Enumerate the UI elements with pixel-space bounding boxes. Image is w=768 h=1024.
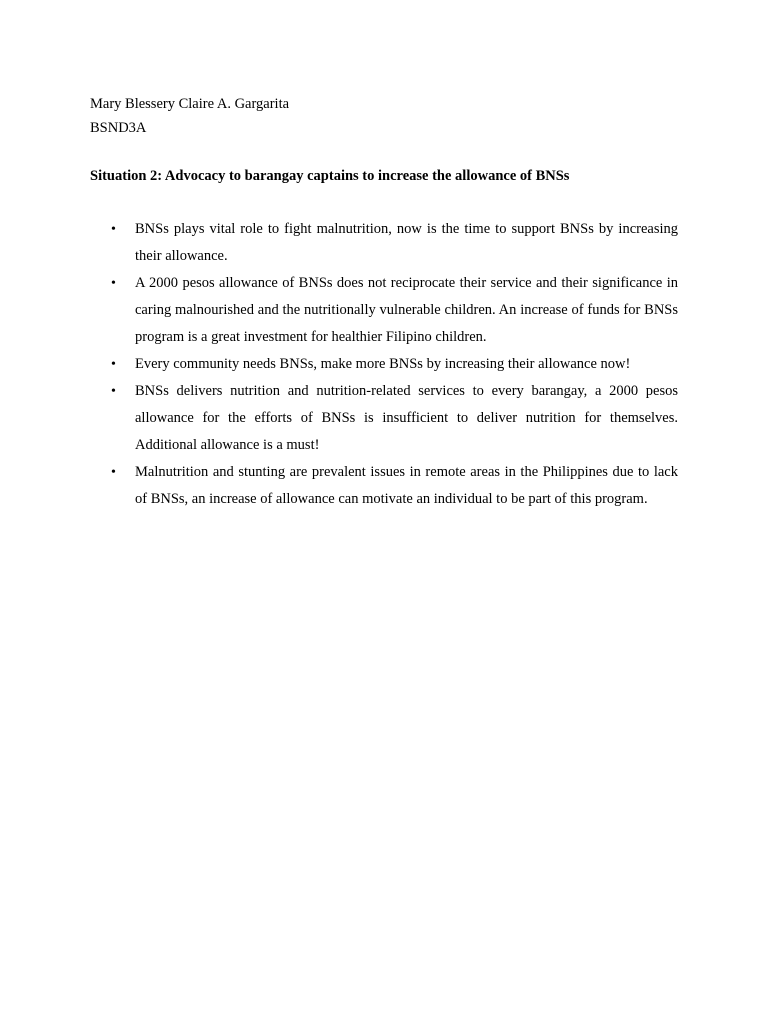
author-name: Mary Blessery Claire A. Gargarita	[90, 96, 290, 112]
bullet-dot-icon: •	[111, 465, 116, 480]
bullet-dot-icon: •	[111, 384, 116, 399]
list-item-text: Every community needs BNSs, make more BNSs by increasing their allowance now!	[135, 356, 631, 372]
author-section: BSND3A	[90, 120, 147, 136]
bullet-list	[90, 216, 678, 513]
list-item-text: BNSs plays vital role to fight malnutrition, now is the time to support BNSs by increasing their allowance.	[135, 221, 678, 264]
list-item	[90, 216, 678, 270]
list-item-text: Malnutrition and stunting are prevalent issues in remote areas in the Philippines due to lack of BNSs, an increase of allowance can motivate an individual to be part of this program.	[135, 464, 678, 507]
list-item	[90, 351, 678, 378]
bullet-dot-icon: •	[111, 222, 116, 237]
list-item	[90, 459, 678, 513]
bullet-dot-icon: •	[111, 276, 116, 291]
situation-heading: Situation 2: Advocacy to barangay captains to increase the allowance of BNSs	[90, 168, 570, 184]
bullet-dot-icon: •	[111, 357, 116, 372]
list-item-text: A 2000 pesos allowance of BNSs does not reciprocate their service and their significance in caring malnourished and the nutritionally vulnerable children. An increase of funds for BNSs program is a great investment for healthier Filipino children.	[135, 275, 678, 345]
list-item	[90, 378, 678, 459]
list-item	[90, 270, 678, 351]
list-item-text: BNSs delivers nutrition and nutrition-related services to every barangay, a 2000 pesos allowance for the efforts of BNSs is insufficient to deliver nutrition for themselves. Additional allowance is a must!	[135, 383, 678, 453]
